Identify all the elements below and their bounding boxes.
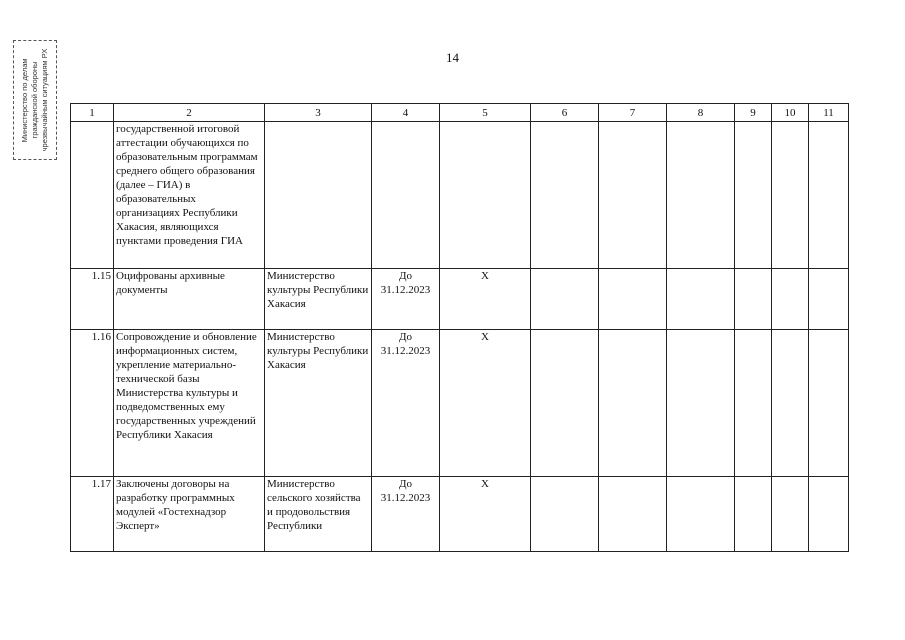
- row-number: 1.16: [71, 330, 114, 477]
- empty-cell: [531, 330, 599, 477]
- row-executor: Министерство культуры Республики Хакасия: [265, 269, 372, 330]
- row-executor: Министерство культуры Республики Хакасия: [265, 330, 372, 477]
- page-number: 14: [446, 50, 459, 65]
- empty-cell: [599, 330, 667, 477]
- table-row: [71, 330, 849, 477]
- header-cell: 8: [667, 104, 735, 122]
- empty-cell: [772, 330, 809, 477]
- header-cell: 6: [531, 104, 599, 122]
- empty-cell: [735, 330, 772, 477]
- row-deadline: До 31.12.2023: [372, 330, 440, 477]
- row-executor: [265, 122, 372, 269]
- empty-cell: [599, 122, 667, 269]
- row-deadline: [372, 122, 440, 269]
- header-cell: 3: [265, 104, 372, 122]
- empty-cell: [809, 122, 849, 269]
- header-cell: 11: [809, 104, 849, 122]
- empty-cell: [809, 477, 849, 552]
- row-deadline: До 31.12.2023: [372, 269, 440, 330]
- row-deadline: До 31.12.2023: [372, 477, 440, 552]
- header-cell: 9: [735, 104, 772, 122]
- empty-cell: [531, 269, 599, 330]
- empty-cell: [531, 122, 599, 269]
- empty-cell: [735, 122, 772, 269]
- empty-cell: [667, 269, 735, 330]
- empty-cell: [667, 330, 735, 477]
- registration-stamp: [13, 40, 57, 160]
- header-row: [71, 104, 849, 122]
- empty-cell: [531, 477, 599, 552]
- table-row: [71, 477, 849, 552]
- empty-cell: [809, 330, 849, 477]
- row-number: [71, 122, 114, 269]
- table-row: [71, 269, 849, 330]
- row-name: Заключены договоры на разработку программных модулей «Гостехнадзор Эксперт»: [114, 477, 265, 552]
- empty-cell: [667, 477, 735, 552]
- empty-cell: [667, 122, 735, 269]
- row-executor: Министерство сельского хозяйства и продовольствия Республики: [265, 477, 372, 552]
- row-mark: Х: [440, 269, 531, 330]
- table-row: [71, 122, 849, 269]
- header-cell: 10: [772, 104, 809, 122]
- empty-cell: [735, 269, 772, 330]
- header-cell: 2: [114, 104, 265, 122]
- header-cell: 7: [599, 104, 667, 122]
- row-mark: [440, 122, 531, 269]
- header-cell: 4: [372, 104, 440, 122]
- header-cell: 5: [440, 104, 531, 122]
- empty-cell: [772, 122, 809, 269]
- row-number: 1.17: [71, 477, 114, 552]
- empty-cell: [772, 477, 809, 552]
- empty-cell: [599, 269, 667, 330]
- row-mark: Х: [440, 477, 531, 552]
- row-name: Оцифрованы архивные документы: [114, 269, 265, 330]
- empty-cell: [735, 477, 772, 552]
- header-cell: 1: [71, 104, 114, 122]
- empty-cell: [772, 269, 809, 330]
- empty-cell: [809, 269, 849, 330]
- row-name: государственной итоговой аттестации обучающихся по образовательным программам среднего общего образования (далее – ГИА) в образовательных организациях Республики Хакасия, являющихся пунктами проведения ГИА: [114, 122, 265, 269]
- plan-table: [70, 103, 849, 552]
- row-name: Сопровождение и обновление информационных систем, укрепление материально-технической базы Министерства культуры и подведомственных ему государственных учреждений Республики Хакасия: [114, 330, 265, 477]
- row-number: 1.15: [71, 269, 114, 330]
- empty-cell: [599, 477, 667, 552]
- stamp-text: Министерство по делам гражданской обороны чрезвычайным ситуациям РХ: [20, 48, 49, 152]
- row-mark: Х: [440, 330, 531, 477]
